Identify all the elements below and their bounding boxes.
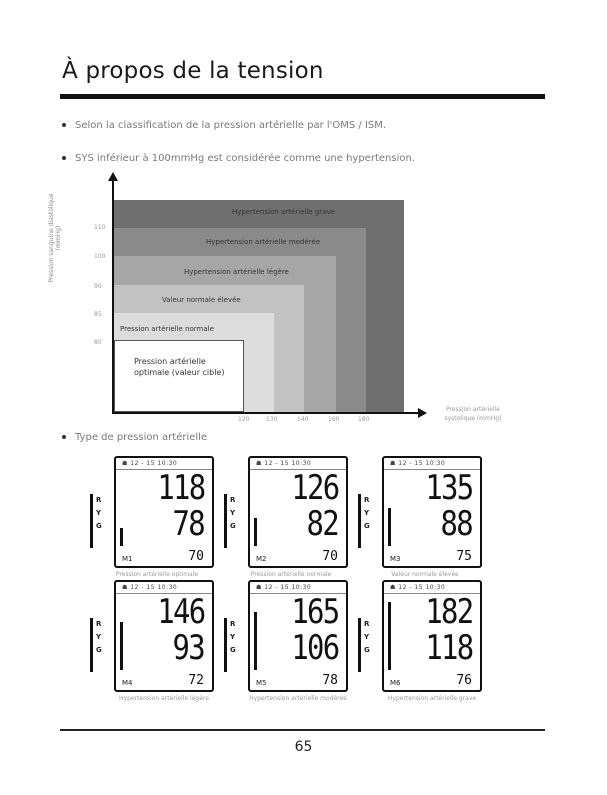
lcd-date-time: ☗ 12 - 15 10:30 bbox=[122, 460, 178, 467]
ryg-letter: R bbox=[96, 620, 102, 628]
pulse-value: 72 bbox=[188, 673, 204, 688]
ryg-bar bbox=[90, 494, 93, 548]
page-title: À propos de la tension bbox=[62, 58, 324, 84]
diastolic-value: 93 bbox=[172, 628, 204, 668]
systolic-value: 118 bbox=[156, 468, 204, 508]
pulse-value: 78 bbox=[322, 673, 338, 688]
display-caption: Hypertension artérielle grave bbox=[387, 695, 477, 702]
ryg-letter: G bbox=[96, 646, 102, 654]
ryg-letter: Y bbox=[364, 509, 370, 517]
ryg-letter: Y bbox=[230, 509, 236, 517]
ryg-bar bbox=[358, 494, 361, 548]
bullet-dot bbox=[62, 435, 66, 439]
lcd-date-time: ☗ 12 - 15 10:30 bbox=[256, 460, 312, 467]
zone-label-normale: Pression artérielle normale bbox=[120, 325, 214, 333]
lcd-screen bbox=[382, 456, 482, 568]
ryg-letter: Y bbox=[364, 633, 370, 641]
x-tick: 180 bbox=[358, 416, 370, 423]
bullet-text: Selon la classification de la pression artérielle par l'OMS / ISM. bbox=[75, 120, 387, 131]
y-tick: 110 bbox=[94, 224, 106, 231]
memory-slot: M2 bbox=[256, 555, 267, 563]
display-caption: Valeur normale élevée bbox=[391, 571, 459, 578]
ryg-letter: R bbox=[230, 496, 236, 504]
pulse-value: 70 bbox=[188, 549, 204, 564]
pulse-value: 70 bbox=[322, 549, 338, 564]
level-bar bbox=[388, 602, 391, 670]
x-tick: 160 bbox=[328, 416, 340, 423]
memory-slot: M6 bbox=[390, 679, 401, 687]
x-axis-label: Pression artérielle systolique (mmHg) bbox=[444, 406, 502, 422]
level-bar bbox=[254, 518, 257, 546]
diastolic-value: 82 bbox=[306, 504, 338, 544]
ryg-indicator bbox=[364, 494, 378, 533]
bullet-text: Type de pression artérielle bbox=[75, 432, 208, 443]
ryg-indicator bbox=[96, 494, 110, 533]
bullet-types bbox=[62, 432, 207, 443]
pulse-value: 76 bbox=[456, 673, 472, 688]
ryg-letter: G bbox=[230, 522, 236, 530]
x-tick: 140 bbox=[297, 416, 309, 423]
zone-label-moderee: Hypertension artérielle modérée bbox=[206, 238, 321, 246]
lcd-screen bbox=[382, 580, 482, 692]
diastolic-value: 88 bbox=[440, 504, 472, 544]
x-axis-arrow bbox=[418, 408, 427, 418]
display-caption: Hypertension artérielle modérée bbox=[249, 695, 347, 702]
lcd-date-time: ☗ 12 - 15 10:30 bbox=[390, 584, 446, 591]
lcd-date-time: ☗ 12 - 15 10:30 bbox=[256, 584, 312, 591]
ryg-bar bbox=[90, 618, 93, 672]
ryg-bar bbox=[224, 494, 227, 548]
ryg-letter: R bbox=[364, 620, 370, 628]
y-tick: 80 bbox=[94, 339, 102, 346]
bullet-dot bbox=[62, 123, 66, 127]
display-caption: Pression artérielle optimale bbox=[115, 571, 199, 578]
systolic-value: 126 bbox=[290, 468, 338, 508]
ryg-letter: Y bbox=[96, 633, 102, 641]
systolic-value: 146 bbox=[156, 592, 204, 632]
x-axis bbox=[112, 412, 420, 414]
ryg-letter: G bbox=[364, 646, 370, 654]
ryg-letter: R bbox=[364, 496, 370, 504]
x-tick: 130 bbox=[266, 416, 278, 423]
ryg-bar bbox=[224, 618, 227, 672]
title-divider bbox=[60, 94, 545, 99]
bullet-dot bbox=[62, 156, 66, 160]
y-axis-label: Pression sanguine diastolique (mmHg) bbox=[48, 193, 62, 283]
lcd-date-time: ☗ 12 - 15 10:30 bbox=[390, 460, 446, 467]
memory-slot: M5 bbox=[256, 679, 267, 687]
diastolic-value: 106 bbox=[290, 628, 338, 668]
systolic-value: 182 bbox=[424, 592, 472, 632]
systolic-value: 135 bbox=[424, 468, 472, 508]
zone-label-normale-elevee: Valeur normale élevée bbox=[162, 296, 241, 304]
level-bar bbox=[120, 528, 123, 546]
lcd-screen bbox=[114, 580, 214, 692]
memory-slot: M1 bbox=[122, 555, 133, 563]
zone-label-grave: Hypertension artérielle grave bbox=[232, 208, 335, 216]
page-number: 65 bbox=[294, 739, 313, 755]
level-bar bbox=[388, 508, 391, 546]
ryg-letter: R bbox=[230, 620, 236, 628]
ryg-letter: G bbox=[364, 522, 370, 530]
x-tick: 120 bbox=[238, 416, 250, 423]
bullet-text: SYS inférieur à 100mmHg est considérée comme une hypertension. bbox=[75, 153, 415, 164]
ryg-letter: G bbox=[96, 522, 102, 530]
ryg-indicator bbox=[230, 494, 244, 533]
memory-slot: M3 bbox=[390, 555, 401, 563]
lcd-screen bbox=[248, 456, 348, 568]
ryg-bar bbox=[358, 618, 361, 672]
diastolic-value: 118 bbox=[424, 628, 472, 668]
y-tick: 90 bbox=[94, 283, 102, 290]
ryg-indicator bbox=[230, 618, 244, 657]
footer-divider bbox=[60, 729, 545, 731]
y-tick: 100 bbox=[94, 253, 106, 260]
zone-label-legere: Hypertension artérielle légère bbox=[184, 268, 289, 276]
lcd-date-time: ☗ 12 - 15 10:30 bbox=[122, 584, 178, 591]
ryg-indicator bbox=[364, 618, 378, 657]
display-caption: Hypertension artérielle légère bbox=[119, 695, 209, 702]
ryg-letter: Y bbox=[230, 633, 236, 641]
lcd-screen bbox=[114, 456, 214, 568]
y-tick: 85 bbox=[94, 311, 102, 318]
display-caption: Pression artérielle normale bbox=[250, 571, 332, 578]
ryg-letter: R bbox=[96, 496, 102, 504]
ryg-letter: Y bbox=[96, 509, 102, 517]
level-bar bbox=[254, 612, 257, 670]
ryg-letter: G bbox=[230, 646, 236, 654]
lcd-screen bbox=[248, 580, 348, 692]
memory-slot: M4 bbox=[122, 679, 133, 687]
pulse-value: 75 bbox=[456, 549, 472, 564]
diastolic-value: 78 bbox=[172, 504, 204, 544]
bullet-sys-note bbox=[62, 153, 415, 164]
systolic-value: 165 bbox=[290, 592, 338, 632]
ryg-indicator bbox=[96, 618, 110, 657]
zone-label-optimale: Pression artérielle optimale (valeur cible) bbox=[134, 357, 225, 377]
level-bar bbox=[120, 622, 123, 670]
bullet-classification bbox=[62, 120, 386, 131]
